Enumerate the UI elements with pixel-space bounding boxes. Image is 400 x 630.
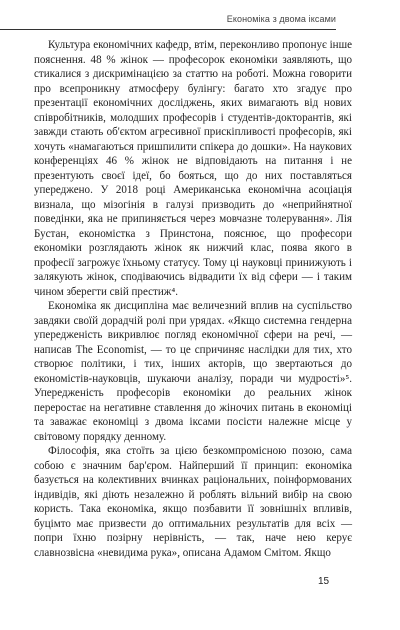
header-rule: [0, 29, 336, 30]
paragraph: Філософія, яка стоїть за цією безкомпромісною позою, сама собою є значним бар'єром. Найперший її принцип: економіка базується на колективних вчинках раціональних, поінформованих індивідів, які діють незалежно й роблять вільний вибір на свою користь. Така економіка, якщо позбавити її зовнішніх впливів, буцімто має призвести до оптимальних результатів для всіх — попри їхню позірну нерівність, — так, наче нею керує славнозвісна «невидима рука», описана Адамом Смітом. Якщо: [34, 445, 352, 559]
paragraph: Економіка як дисципліна має величезний вплив на суспільство завдяки своїй дорадчій ролі при урядах. «Якщо системна гендерна упередженість викривлює погляд економічної сфери на речі, — написав The Economist, — то це спричиняє наслідки для тих, хто створює політики, і тих, інших акторів, що звертаються до економістів-науковців, шукаючи аналізу, поради чи мудрості»⁵. Упередженість професорів економіки до реальних жінок переростає на негативне ставлення до жіночих питань в економіці та заважає економіці з двома іксами посісти належне місце у світовому порядку денному.: [34, 300, 352, 443]
page-number: 15: [318, 576, 330, 587]
body-text: [34, 38, 352, 560]
running-head: Економіка з двома іксами: [226, 14, 336, 24]
paragraph: Культура економічних кафедр, втім, переконливо пропонує інше пояснення. 48 % жінок — професорок економіки заявляють, що стикалися з дискримінацією за статтю на роботі. Можна говорити про всепроникну атмосферу булінгу: багато хто згадує про презентації економічних досліджень, яких вимагають від нових співробітників, молодших професорів і студентів-докторантів, які завжди стають об'єктом агресивної прискіпливості професорів, які хочуть «намагаються пришпилити спікера до дошки». На наукових конференціях 46 % жінок не відповідають на питання і не презентують своєї ідеї, бо бояться, що до них поставляться упереджено. У 2018 році Американська економічна асоціація визнала, що мізогінія в галузі призводить до «неприйнятної поведінки, яка не припиняється через мовчазне толерування». Лія Бустан, економістка з Принстона, пояснює, що професори економіки розглядають жінок як нижчий клас, поява якого в професії загрожує їхньому статусу. Тому ці науковці принижують і залякують жінок, сподіваючись відвадити їх від сфери — і таким чином зберегти свій престиж⁴.: [34, 39, 352, 298]
